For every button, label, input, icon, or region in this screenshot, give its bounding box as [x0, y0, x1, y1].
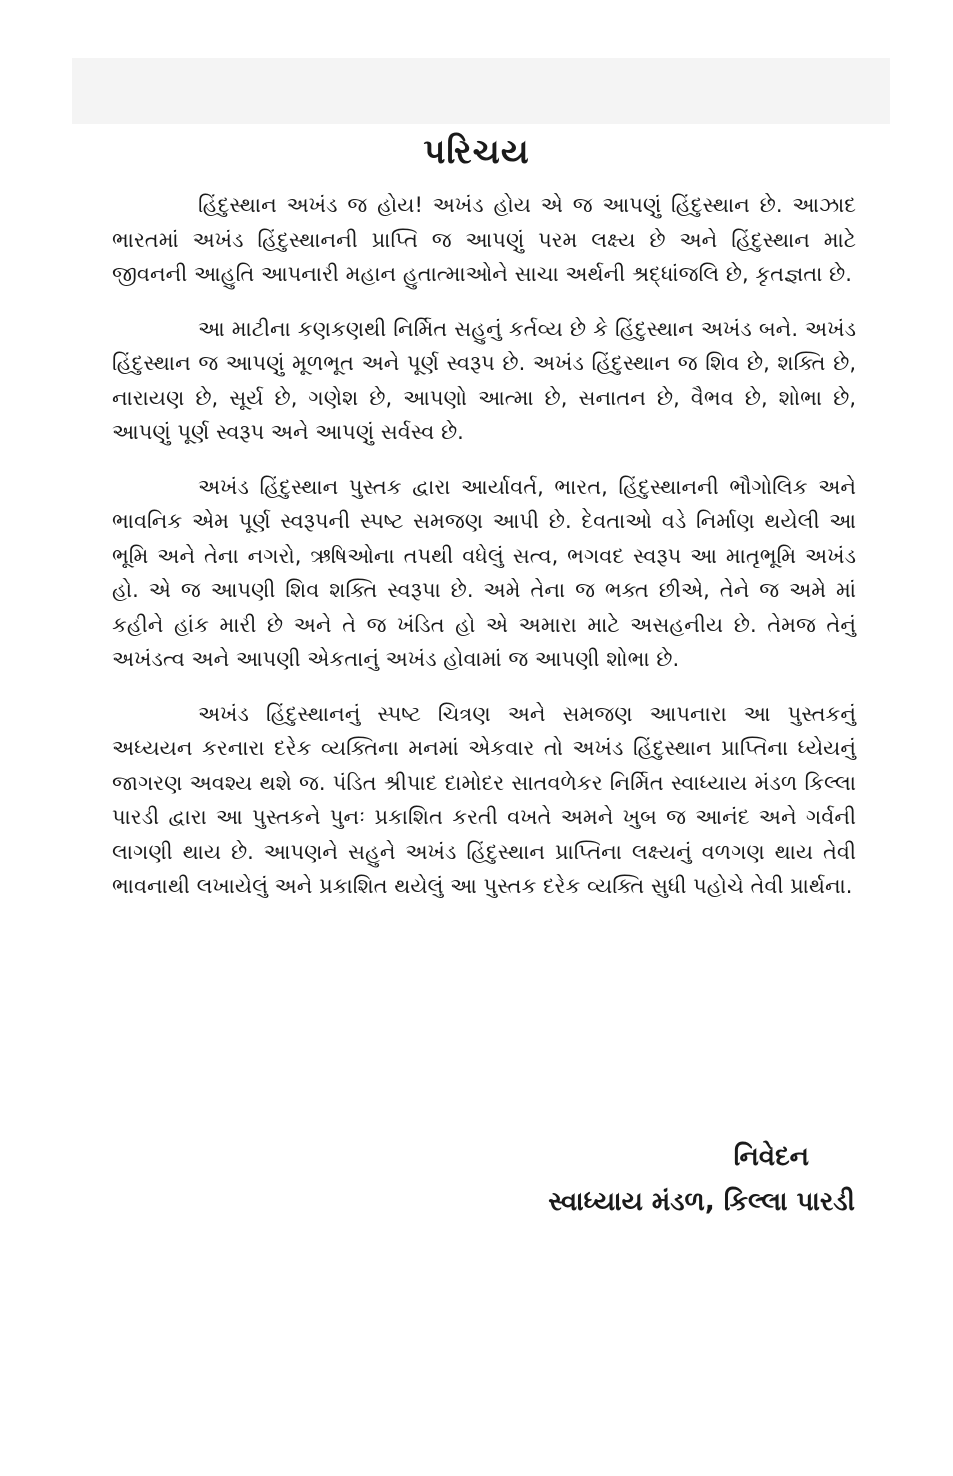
signature-heading: નિવેદન: [733, 1142, 809, 1172]
paragraph-2: આ માટીના કણકણથી નિર્મિત સહુનું કર્તવ્ય છે કે હિંદુસ્થાન અખંડ બને. અખંડ હિંદુસ્થાન જ આપણું મૂળભૂત અને પૂર્ણ સ્વરૂપ છે. અખંડ હિંદુસ્થાન જ શિવ છે, શક્તિ છે, નારાયણ છે, સૂર્ય છે, ગણેશ છે, આપણો આત્મા છે, સનાતન છે, વૈભવ છે, શોભા છે, આપણું પૂર્ણ સ્વરૂપ અને આપણું સર્વસ્વ છે.: [112, 316, 856, 444]
page-title: પરિચય: [423, 132, 530, 172]
paragraph-3: અખંડ હિંદુસ્થાન પુસ્તક દ્વારા આર્યાવર્ત, ભારત, હિંદુસ્થાનની ભૌગોલિક અને ભાવનિક એમ પૂર્ણ સ્વરૂપની સ્પષ્ટ સમજણ આપી છે. દેવતાઓ વડે નિર્માણ થયેલી આ ભૂમિ અને તેના નગરો, ઋષિઓના તપથી વધેલું સત્વ, ભગવદ સ્વરૂપ આ માતૃભૂમિ અખંડ હો. એ જ આપણી શિવ શક્તિ સ્વરૂપા છે. અમે તેના જ ભક્ત છીએ, તેને જ અમે માં કહીને હાંક મારી છે અને તે જ ખંડિત હો એ અમારા માટે અસહનીય છે. તેમજ તેનું અખંડત્વ અને આપણી એકતાનું અખંડ હોવામાં જ આપણી શોભા છે.: [112, 474, 856, 671]
paragraph-4: અખંડ હિંદુસ્થાનનું સ્પષ્ટ ચિત્રણ અને સમજણ આપનારા આ પુસ્તકનું અધ્યયન કરનારા દરેક વ્યક્તિના મનમાં એકવાર તો અખંડ હિંદુસ્થાન પ્રાપ્તિના ધ્યેયનું જાગરણ અવશ્ય થશે જ. પંડિત શ્રીપાદ દામોદર સાતવળેકર નિર્મિત સ્વાધ્યાય મંડળ કિલ્લા પારડી દ્વારા આ પુસ્તકને પુનઃ પ્રકાશિત કરતી વખતે અમને ખુબ જ આનંદ અને ગર્વની લાગણી થાય છે. આપણને સહુને અખંડ હિંદુસ્થાન પ્રાપ્તિના લક્ષ્યનું વળગણ થાય તેવી ભાવનાથી લખાયેલું અને પ્રકાશિત થયેલું આ પુસ્તક દરેક વ્યક્તિ સુધી પહોચે તેવી પ્રાર્થના.: [112, 701, 856, 898]
signature-organization: સ્વાધ્યાય મંડળ, કિલ્લા પારડી: [548, 1187, 855, 1217]
body-text: [112, 188, 856, 924]
signature-block: [548, 1142, 855, 1218]
paragraph-1: હિંદુસ્થાન અખંડ જ હોય! અખંડ હોય એ જ આપણું હિંદુસ્થાન છે. આઝાદ ભારતમાં અખંડ હિંદુસ્થાનની પ્રાપ્તિ જ આપણું પરમ લક્ષ્ય છે અને હિંદુસ્થાન માટે જીવનની આહુતિ આપનારી મહાન હુતાત્માઓને સાચા અર્થની શ્રદ્ધાંજલિ છે, કૃતજ્ઞતા છે.: [112, 193, 856, 286]
header-band: [72, 58, 890, 124]
